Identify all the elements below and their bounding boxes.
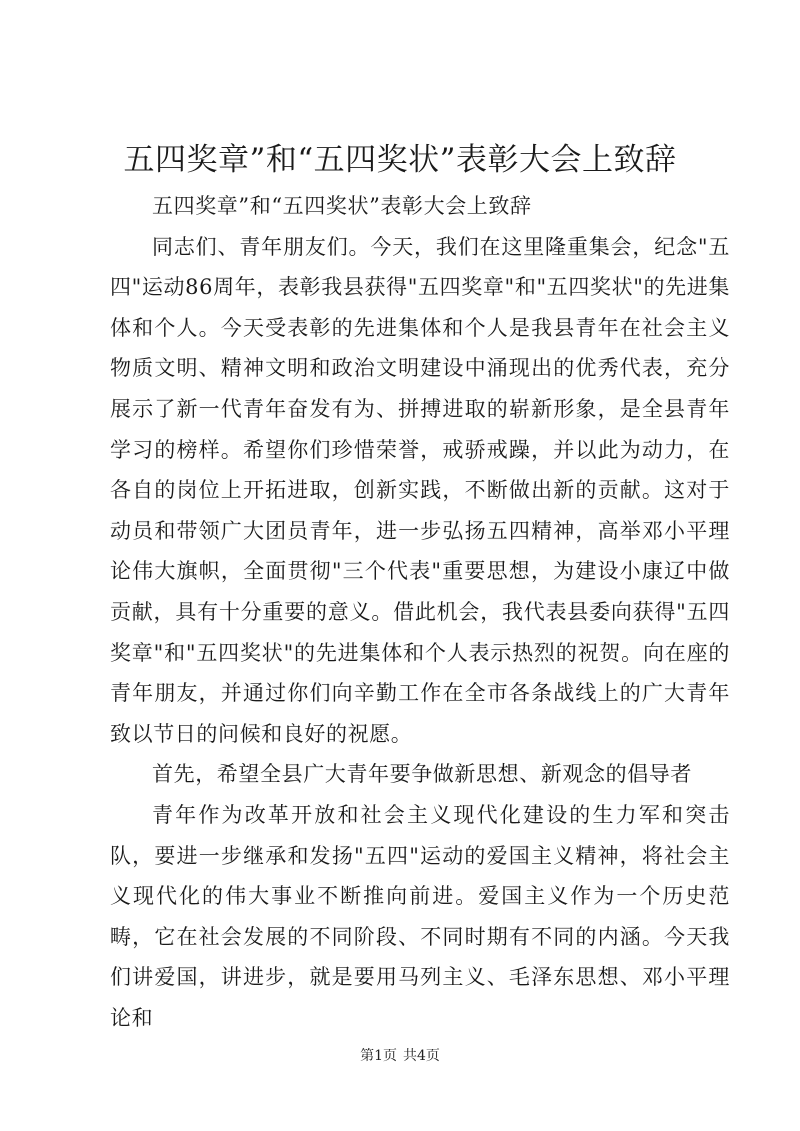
paragraph-opening: 同志们、青年朋友们。今天，我们在这里隆重集会，纪念"五四"运动86周年，表彰我县获得"五四奖章"和"五四奖状"的先进集体和个人。今天受表彰的先进集体和个人是我县青年在社会主义物质文明、精神文明和政治文明建设中涌现出的优秀代表，充分展示了新一代青年奋发有为、拼搏进取的崭新形象，是全县青年学习的榜样。希望你们珍惜荣誉，戒骄戒躁，并以此为动力，在各自的岗位上开拓进取，创新实践，不断做出新的贡献。这对于动员和带领广大团员青年，进一步弘扬五四精神，高举邓小平理论伟大旗帜，全面贯彻"三个代表"重要思想，为建设小康辽中做贡献，具有十分重要的意义。借此机会，我代表县委向获得"五四奖章"和"五四奖状"的先进集体和个人表示热烈的祝贺。向在座的青年朋友，并通过你们向辛勤工作在全市各条战线上的广大青年致以节日的问候和良好的祝愿。: [110, 234, 730, 746]
page-total: 共4页: [403, 1048, 440, 1064]
page-number: 第1页: [360, 1048, 397, 1064]
paragraph-subtitle: 五四奖章”和“五四奖状”表彰大会上致辞: [152, 194, 532, 218]
paragraph-first-point: 首先，希望全县广大青年要争做新思想、新观念的倡导者: [152, 762, 692, 787]
paragraph-youth: 青年作为改革开放和社会主义现代化建设的生力军和突击队，要进一步继承和发扬"五四"运动的爱国主义精神，将社会主义现代化的伟大事业不断推向前进。爱国主义作为一个历史范畴，它在社会发展的不同阶段、不同时期有不同的内涵。今天我们讲爱国，讲进步，就是要用马列主义、毛泽东思想、邓小平理论和: [110, 802, 730, 1030]
document-title: 五四奖章”和“五四奖状”表彰大会上致辞: [123, 142, 677, 178]
page-footer: [0, 1046, 800, 1066]
document-body: [110, 186, 730, 1038]
